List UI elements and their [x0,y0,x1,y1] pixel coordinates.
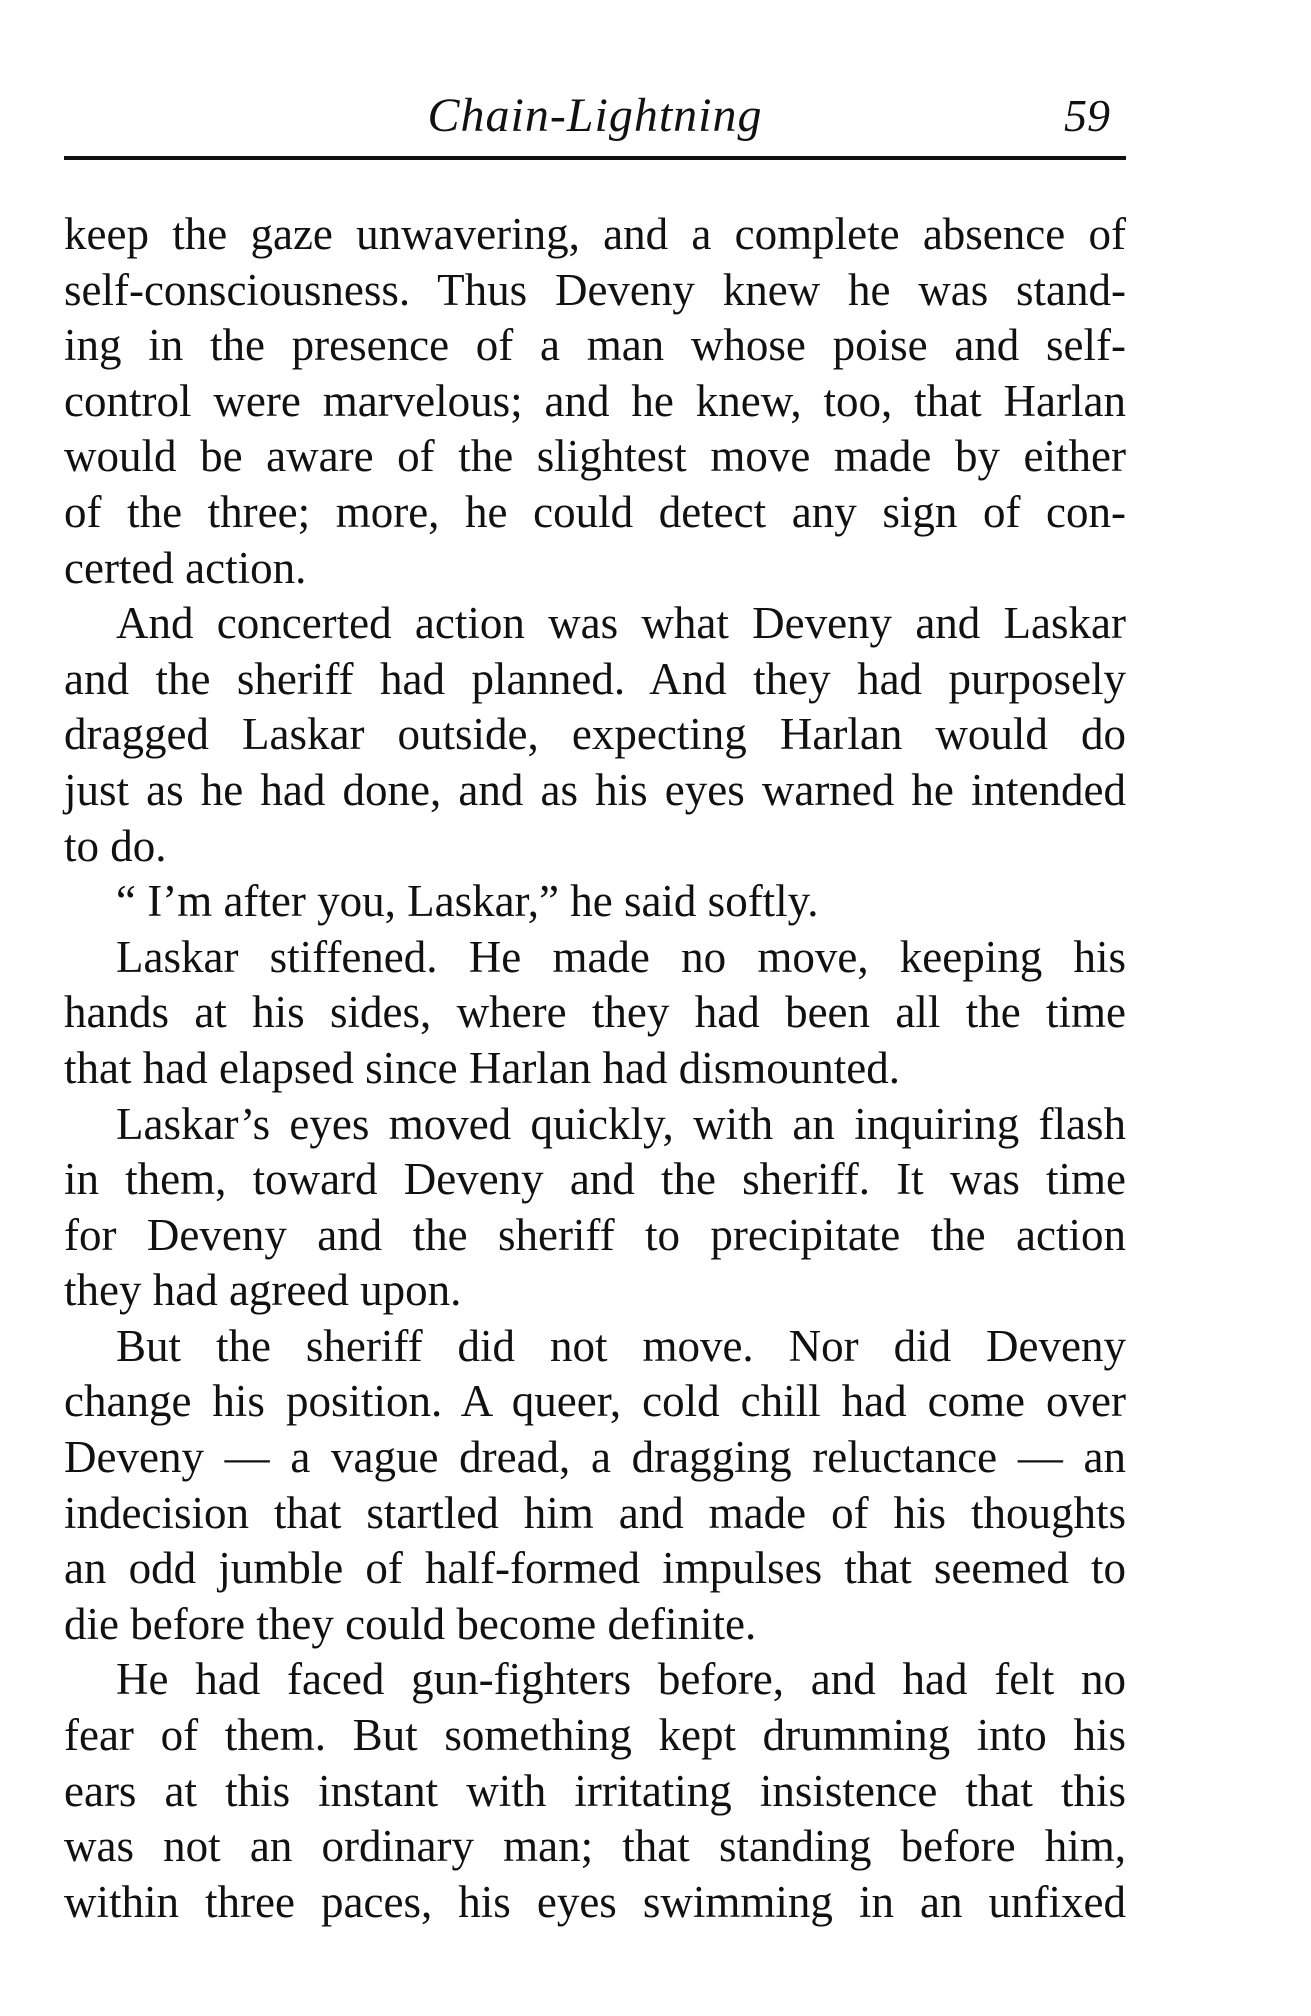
text-line: keep the gaze unwavering, and a complete absence of [64,209,1126,259]
text-line: die before they could become definite. [64,1598,757,1649]
text-line: ing in the presence of a man whose poise and self- [64,320,1126,371]
text-line: and the sheriff had planned. And they had purposely [64,653,1126,704]
text-line: to do. [64,820,167,871]
paragraph-first-line: Laskar’s eyes moved quickly, with an inquiring flash [116,1098,1126,1149]
text-line: would be aware of the slightest move made by either [64,431,1126,482]
text-line: was not an ordinary man; that standing before him, [64,1821,1126,1872]
text-line: fear of them. But something kept drumming into his [64,1710,1126,1761]
body-text [64,207,1126,1930]
paragraph-first-line: “ I’m after you, Laskar,” he said softly. [116,876,819,927]
text-line: indecision that startled him and made of his thoughts [64,1487,1126,1538]
text-line: Deveny — a vague dread, a dragging reluctance — an [64,1432,1126,1483]
text-line: certed action. [64,542,307,593]
text-line: self-consciousness. Thus Deveny knew he was stand- [64,264,1126,315]
text-line: hands at his sides, where they had been all the time [64,987,1126,1038]
running-head [64,86,1126,146]
text-line: of the three; more, he could detect any sign of con- [64,486,1126,537]
text-line: just as he had done, and as his eyes warned he intended [64,764,1126,815]
text-line: change his position. A queer, cold chill had come over [64,1376,1126,1427]
page-number: 59 [1064,90,1110,141]
paragraph-first-line: And concerted action was what Deveny and Laskar [116,598,1126,649]
paragraph-first-line: Laskar stiffened. He made no move, keeping his [116,931,1126,982]
text-line: ears at this instant with irritating insistence that this [64,1765,1126,1816]
text-line: they had agreed upon. [64,1265,462,1316]
text-line: for Deveny and the sheriff to precipitate the action [64,1209,1126,1260]
running-title: Chain-Lightning [427,89,763,142]
text-line: in them, toward Deveny and the sheriff. It was time [64,1154,1126,1205]
paragraph-first-line: He had faced gun-fighters before, and had felt no [116,1654,1126,1705]
text-line: that had elapsed since Harlan had dismounted. [64,1042,900,1093]
text-line: within three paces, his eyes swimming in an unfixed [64,1876,1126,1927]
paragraph-first-line: But the sheriff did not move. Nor did Deveny [116,1320,1126,1371]
text-line: an odd jumble of half-formed impulses that seemed to [64,1543,1126,1594]
header-rule [64,156,1126,160]
text-line: dragged Laskar outside, expecting Harlan would do [64,709,1126,760]
text-line: control were marvelous; and he knew, too, that Harlan [64,375,1126,426]
